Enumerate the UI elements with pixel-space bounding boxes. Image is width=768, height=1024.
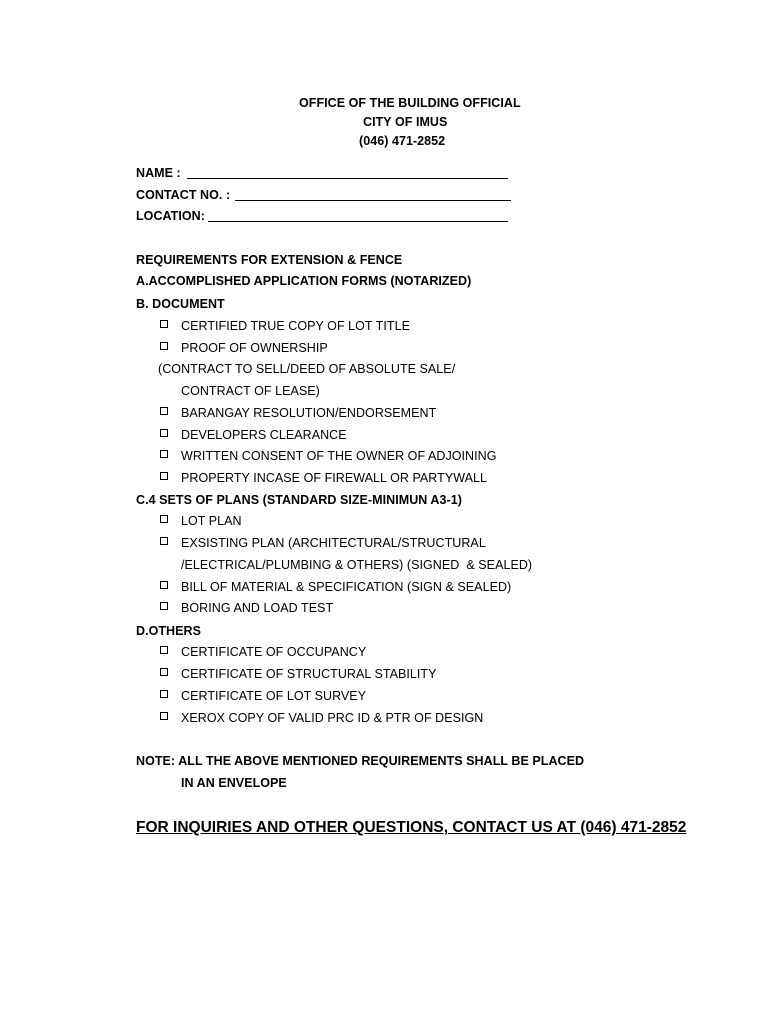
- requirements-title: REQUIREMENTS FOR EXTENSION & FENCE: [136, 253, 403, 267]
- office-title: OFFICE OF THE BUILDING OFFICIAL: [299, 96, 521, 110]
- requirement-item: CERTIFIED TRUE COPY OF LOT TITLE: [181, 319, 410, 333]
- requirement-item-continued: /ELECTRICAL/PLUMBING & OTHERS) (SIGNED & SEALED): [181, 558, 533, 572]
- requirement-item: DEVELOPERS CLEARANCE: [181, 428, 347, 442]
- requirement-item: XEROX COPY OF VALID PRC ID & PTR OF DESIGN: [181, 711, 484, 725]
- checkbox[interactable]: [160, 450, 168, 458]
- note-line: NOTE: ALL THE ABOVE MENTIONED REQUIREMENTS SHALL BE PLACED: [136, 754, 585, 768]
- checkbox[interactable]: [160, 602, 168, 610]
- checkbox[interactable]: [160, 429, 168, 437]
- checkbox[interactable]: [160, 472, 168, 480]
- requirement-item: PROPERTY INCASE OF FIREWALL OR PARTYWALL: [181, 471, 488, 485]
- requirement-note: CONTRACT OF LEASE): [181, 384, 320, 398]
- requirement-item: WRITTEN CONSENT OF THE OWNER OF ADJOINING: [181, 449, 497, 463]
- requirement-item: LOT PLAN: [181, 514, 242, 528]
- checkbox[interactable]: [160, 646, 168, 654]
- checkbox[interactable]: [160, 342, 168, 350]
- checkbox[interactable]: [160, 712, 168, 720]
- section-a: A.ACCOMPLISHED APPLICATION FORMS (NOTARIZED): [136, 274, 472, 288]
- contact-label: CONTACT NO. :: [136, 188, 231, 202]
- note-line: IN AN ENVELOPE: [181, 776, 287, 790]
- checkbox[interactable]: [160, 515, 168, 523]
- location-label: LOCATION:: [136, 209, 205, 223]
- requirement-item: PROOF OF OWNERSHIP: [181, 341, 328, 355]
- requirement-item: CERTIFICATE OF STRUCTURAL STABILITY: [181, 667, 437, 681]
- section-d-title: D.OTHERS: [136, 624, 201, 638]
- checkbox[interactable]: [160, 537, 168, 545]
- requirement-note: (CONTRACT TO SELL/DEED OF ABSOLUTE SALE/: [158, 362, 456, 376]
- requirement-item: BARANGAY RESOLUTION/ENDORSEMENT: [181, 406, 437, 420]
- name-field[interactable]: [187, 178, 508, 179]
- requirement-item: CERTIFICATE OF LOT SURVEY: [181, 689, 367, 703]
- requirement-item: CERTIFICATE OF OCCUPANCY: [181, 645, 367, 659]
- checkbox[interactable]: [160, 690, 168, 698]
- checkbox[interactable]: [160, 668, 168, 676]
- location-field[interactable]: [208, 221, 508, 222]
- contact-field[interactable]: [235, 200, 511, 201]
- requirement-item: EXSISTING PLAN (ARCHITECTURAL/STRUCTURAL: [181, 536, 486, 550]
- checkbox[interactable]: [160, 407, 168, 415]
- checkbox[interactable]: [160, 320, 168, 328]
- requirement-item: BILL OF MATERIAL & SPECIFICATION (SIGN & SEALED): [181, 580, 512, 594]
- requirement-item: BORING AND LOAD TEST: [181, 601, 334, 615]
- name-label: NAME :: [136, 166, 181, 180]
- section-b-title: B. DOCUMENT: [136, 297, 225, 311]
- office-phone: (046) 471-2852: [359, 134, 446, 148]
- checkbox[interactable]: [160, 581, 168, 589]
- section-c-title: C.4 SETS OF PLANS (STANDARD SIZE-MINIMUN A3-1): [136, 493, 462, 507]
- city-name: CITY OF IMUS: [363, 115, 448, 129]
- contact-footer: FOR INQUIRIES AND OTHER QUESTIONS, CONTACT US AT (046) 471-2852: [136, 819, 687, 836]
